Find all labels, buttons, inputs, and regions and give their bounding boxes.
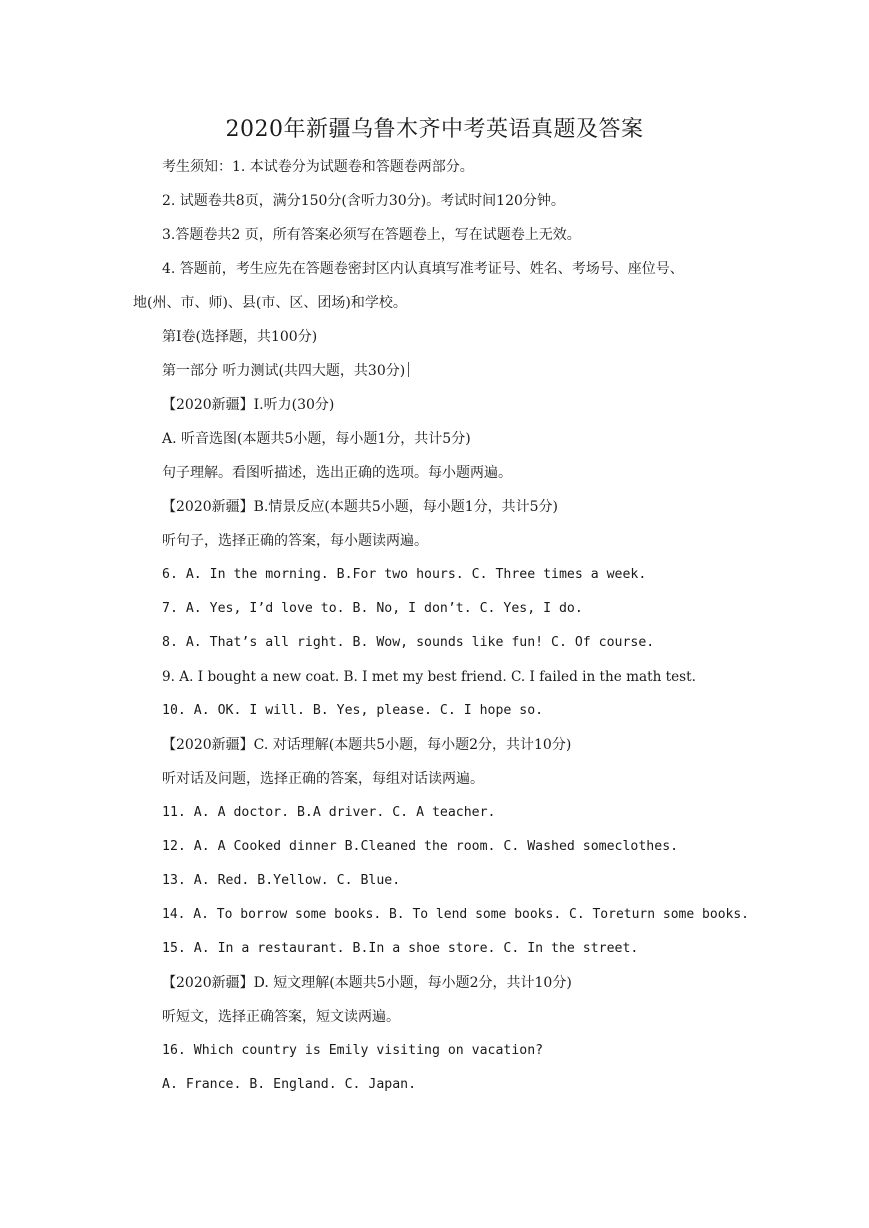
- question-6: 6. A. In the morning. B.For two hours. C. Three times a week.: [162, 567, 647, 582]
- section-heading-listening: 【2020新疆】I.听力(30分): [162, 397, 335, 413]
- section-a-instruction: 句子理解。看图听描述，选出正确的选项。每小题两遍。: [162, 465, 512, 481]
- notice-item-4-continued: 地(州、市、师)、县(市、区、团场)和学校。: [133, 295, 407, 311]
- section-d-heading: 【2020新疆】D. 短文理解(本题共5小题，每小题2分，共计10分): [162, 975, 572, 991]
- notice-item-4: 4. 答题前，考生应先在答题卷密封区内认真填写准考证号、姓名、考场号、座位号、: [162, 261, 684, 277]
- question-15: 15. A. In a restaurant. B.In a shoe store. C. In the street.: [162, 941, 639, 956]
- section-a-heading: A. 听音选图(本题共5小题，每小题1分，共计5分): [162, 431, 471, 447]
- notice-item-3: 3.答题卷共2 页，所有答案必须写在答题卷上，写在试题卷上无效。: [162, 227, 581, 243]
- part-one-heading-text: 第一部分 听力测试(共四大题，共30分): [162, 363, 406, 379]
- notice-intro-line: 考生须知：1. 本试卷分为试题卷和答题卷两部分。: [162, 159, 474, 175]
- question-16-options: A. France. B. England. C. Japan.: [162, 1077, 417, 1092]
- question-10: 10. A. OK. I will. B. Yes, please. C. I hope so.: [162, 703, 544, 718]
- notice-item-2: 2. 试题卷共8页，满分150分(含听力30分)。考试时间120分钟。: [162, 193, 565, 209]
- section-b-instruction: 听句子，选择正确的答案，每小题读两遍。: [162, 533, 428, 549]
- volume-heading: 第I卷(选择题，共100分): [162, 329, 318, 345]
- text-cursor: [408, 362, 409, 377]
- section-c-heading: 【2020新疆】C. 对话理解(本题共5小题，每小题2分，共计10分): [162, 737, 572, 753]
- document-title: 2020年新疆乌鲁木齐中考英语真题及答案: [225, 117, 644, 142]
- question-9: 9. A. I bought a new coat. B. I met my best friend. C. I failed in the math test.: [162, 669, 696, 685]
- section-c-instruction: 听对话及问题，选择正确的答案，每组对话读两遍。: [162, 771, 484, 787]
- section-b-heading: 【2020新疆】B.情景反应(本题共5小题，每小题1分，共计5分): [162, 499, 559, 515]
- question-13: 13. A. Red. B.Yellow. C. Blue.: [162, 873, 401, 888]
- question-7: 7. A. Yes, I’d love to. B. No, I don’t. C. Yes, I do.: [162, 601, 583, 616]
- question-8: 8. A. That’s all right. B. Wow, sounds like fun! C. Of course.: [162, 635, 655, 650]
- question-16: 16. Which country is Emily visiting on vacation?: [162, 1043, 544, 1058]
- part-one-heading: [162, 362, 409, 380]
- question-11: 11. A. A doctor. B.A driver. C. A teacher.: [162, 805, 496, 820]
- section-d-instruction: 听短文，选择正确答案，短文读两遍。: [162, 1009, 400, 1025]
- question-12: 12. A. A Cooked dinner B.Cleaned the room. C. Washed someclothes.: [162, 839, 679, 854]
- question-14: 14. A. To borrow some books. B. To lend some books. C. Toreturn some books.: [162, 907, 749, 922]
